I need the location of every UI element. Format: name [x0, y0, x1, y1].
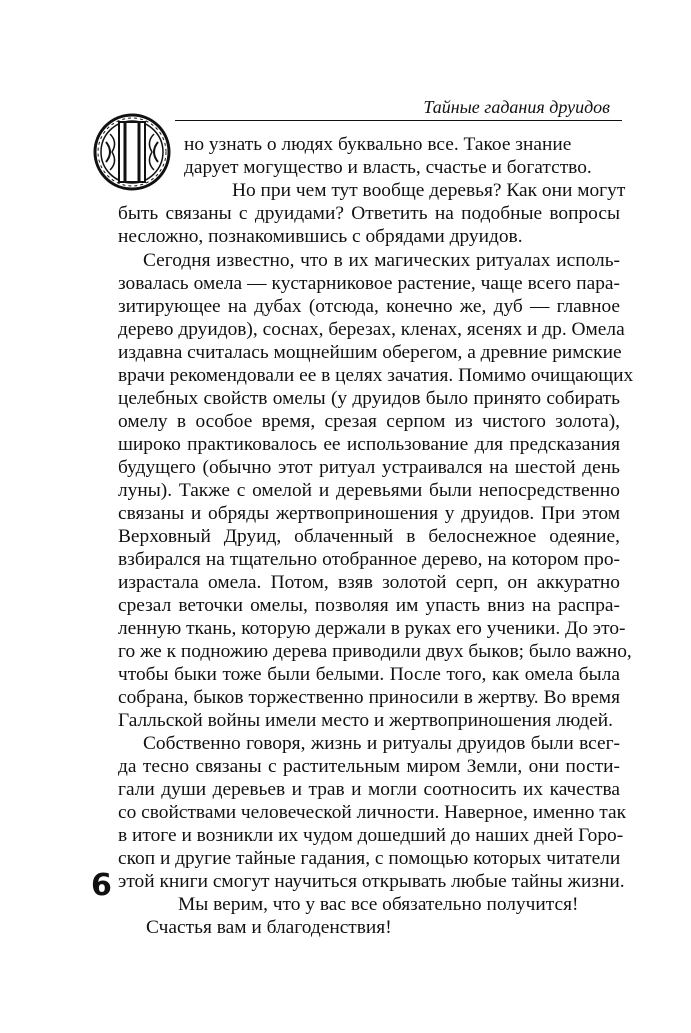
text-line: быть связаны с друидами? Ответить на подобные вопросы	[118, 203, 620, 224]
page-number: 6	[91, 868, 112, 903]
celtic-knot-medallion-icon	[92, 112, 172, 192]
text-line: дерево друидов), соснах, березах, кленах, ясенях и др. Омела	[118, 319, 625, 340]
text-line: омелу в особое время, срезая серпом из чистого золота),	[118, 411, 620, 432]
text-line: но узнать о людях буквально все. Такое знание	[184, 134, 572, 155]
text-line: Верховный Друид, облаченный в белоснежное одеяние,	[118, 526, 620, 547]
text-line: связаны и обряды жертвоприношения у друидов. При этом	[118, 503, 620, 524]
text-line: этой книги смогут научиться открывать любые тайны жизни.	[118, 871, 625, 892]
text-line: зовалась омела — кустарниковое растение, чаще всего пара-	[118, 273, 620, 294]
text-line: будущего (обычно этот ритуал устраивался на шестой день	[118, 457, 620, 478]
text-line: срезал веточки омелы, позволяя им упасть вниз на распрa-	[118, 595, 620, 616]
text-line: собрана, быков торжественно приносили в жертву. Во время	[118, 687, 620, 708]
text-line: го же к подножию дерева приводили двух быков; было важно,	[118, 641, 632, 662]
text-line: взбирался на тщательно отобранное дерево, на котором про-	[118, 549, 620, 570]
text-line: Но при чем тут вообще деревья? Как они могут	[232, 180, 626, 201]
header-title: Тайные гадания друидов	[423, 97, 610, 117]
text-line: луны). Также с омелой и деревьями были непосредственно	[118, 480, 620, 501]
text-line: зитирующее на дубах (отсюда, конечно же, дуб — главное	[118, 296, 620, 317]
text-line: гали души деревьев и трав и могли соотносить их качества	[118, 779, 620, 800]
text-line: дарует могущество и власть, счастье и богатство.	[184, 157, 592, 178]
text-line: Мы верим, что у вас все обязательно получится!	[178, 894, 579, 915]
text-line: в итоге и возникли их чудом дошедший до наших дней Горо-	[118, 825, 624, 846]
text-line: Галльской войны имели место и жертвоприношения людей.	[118, 710, 613, 731]
header-rule	[175, 120, 622, 121]
text-line: издавна считалась мощнейшим оберегом, а древние римские	[118, 342, 622, 363]
text-line: со свойствами человеческой личности. Наверное, именно так	[118, 802, 627, 823]
text-line: широко практиковалось ее использование для предсказания	[118, 434, 620, 455]
text-line: израстала омела. Потом, взяв золотой серп, он аккуратно	[118, 572, 620, 593]
text-line: врачи рекомендовали ее в целях зачатия. Помимо очищающих	[118, 365, 634, 386]
text-line: да тесно связаны с растительным миром Земли, они пости-	[118, 756, 620, 777]
text-line: Собственно говоря, жизнь и ритуалы друидов были всег-	[143, 733, 620, 754]
text-line: скоп и другие тайные гадания, с помощью которых читатели	[118, 848, 621, 869]
text-line: ленную ткань, которую держали в руках его ученики. До это-	[118, 618, 626, 639]
text-line: несложно, познакомившись с обрядами друидов.	[118, 226, 523, 247]
text-line: целебных свойств омелы (у друидов было принято собирать	[118, 388, 620, 409]
text-line: Сегодня известно, что в их магических ритуалах исполь-	[143, 250, 620, 271]
text-line: чтобы быки тоже были белыми. После того, как омела была	[118, 664, 620, 685]
text-line: Счастья вам и благоденствия!	[146, 917, 392, 938]
